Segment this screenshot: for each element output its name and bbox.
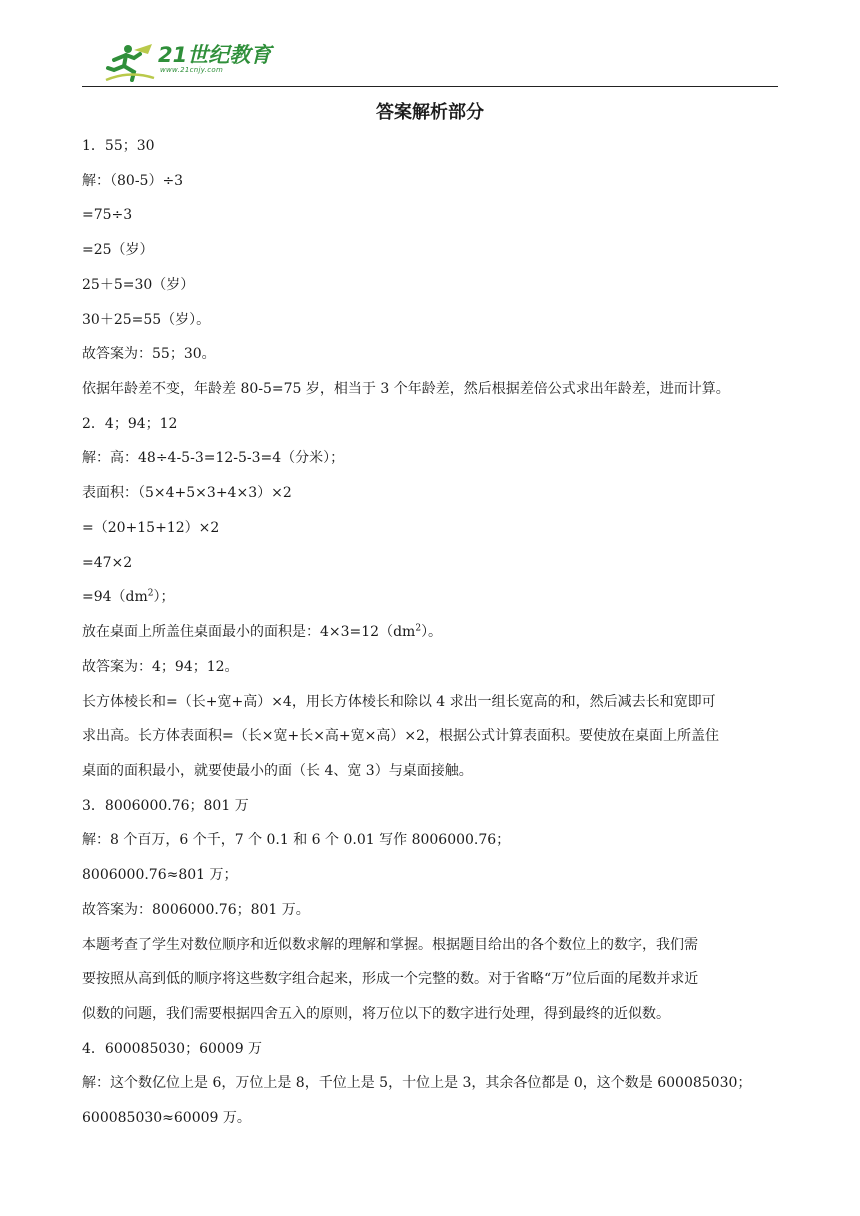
text-segment: ）； <box>153 589 175 606</box>
runner-logo-icon <box>104 40 156 84</box>
page-title: 答案解析部分 <box>376 102 484 123</box>
text-line: 3．8006000.76；801 万 <box>82 797 249 814</box>
text-line: =47×2 <box>82 554 133 571</box>
text-line: 长方体棱长和=（长+宽+高）×4，用长方体棱长和除以 4 求出一组长宽高的和，然后减去长和宽即可 <box>82 693 716 710</box>
text-line: 8006000.76≈801 万； <box>82 867 238 884</box>
text-line: 要按照从高到低的顺序将这些数字组合起来，形成一个完整的数。对于省略“万”位后面的尾数并求近 <box>82 971 699 988</box>
text-segment: =94（dm <box>82 589 148 606</box>
text-line: 25＋5=30（岁） <box>82 276 195 293</box>
superscript: 2 <box>147 588 154 599</box>
text-line: 解：8 个百万，6 个千，7 个 0.1 和 6 个 0.01 写作 8006000.76； <box>82 832 511 849</box>
logo <box>104 40 271 84</box>
text-line: 故答案为：4；94；12。 <box>82 658 239 675</box>
text-line <box>82 622 782 642</box>
text-line: 1．55；30 <box>82 138 155 154</box>
text-line: 本题考查了学生对数位顺序和近似数求解的理解和掌握。根据题目给出的各个数位上的数字，我们需 <box>82 936 698 953</box>
text-line: =75÷3 <box>82 207 133 224</box>
text-line: 依据年龄差不变，年龄差 80-5=75 岁，相当于 3 个年龄差，然后根据差倍公式求出年龄差，进而计算。 <box>82 381 730 398</box>
text-line: 故答案为：55；30。 <box>82 346 216 363</box>
text-line: 解：高：48÷4-5-3=12-5-3=4（分米）； <box>82 450 345 467</box>
text-line: =25（岁） <box>82 242 154 259</box>
logo-wordmark: 21世纪教育 <box>158 43 272 67</box>
logo-url: www.21cnjy.com <box>160 66 224 74</box>
text-line <box>82 587 782 607</box>
text-line: 解：这个数亿位上是 6，万位上是 8，千位上是 5，十位上是 3，其余各位都是 0，这个数是 600085030； <box>82 1075 752 1092</box>
text-line: 30＋25=55（岁）。 <box>82 311 211 328</box>
text-segment: ）。 <box>421 624 443 641</box>
text-segment: 放在桌面上所盖住桌面最小的面积是：4×3=12（dm <box>82 624 416 641</box>
text-line: 4．600085030；60009 万 <box>82 1040 263 1057</box>
text-line: 2．4；94；12 <box>82 415 178 432</box>
text-line: =（20+15+12）×2 <box>82 519 220 536</box>
text-line: 求出高。长方体表面积=（长×宽+长×高+宽×高）×2，根据公式计算表面积。要使放在桌面上所盖住 <box>82 728 720 745</box>
text-line: 表面积：（5×4+5×3+4×3）×2 <box>82 485 292 502</box>
answer-content <box>82 136 782 1143</box>
page-header <box>82 38 778 87</box>
text-line: 解：（80-5）÷3 <box>82 172 184 189</box>
text-line: 桌面的面积最小，就要使最小的面（长 4、宽 3）与桌面接触。 <box>82 762 473 779</box>
text-line: 600085030≈60009 万。 <box>82 1110 251 1127</box>
text-line: 似数的问题，我们需要根据四舍五入的原则，将万位以下的数字进行处理，得到最终的近似数。 <box>82 1005 670 1022</box>
superscript: 2 <box>415 623 422 634</box>
text-line: 故答案为：8006000.76；801 万。 <box>82 901 310 918</box>
